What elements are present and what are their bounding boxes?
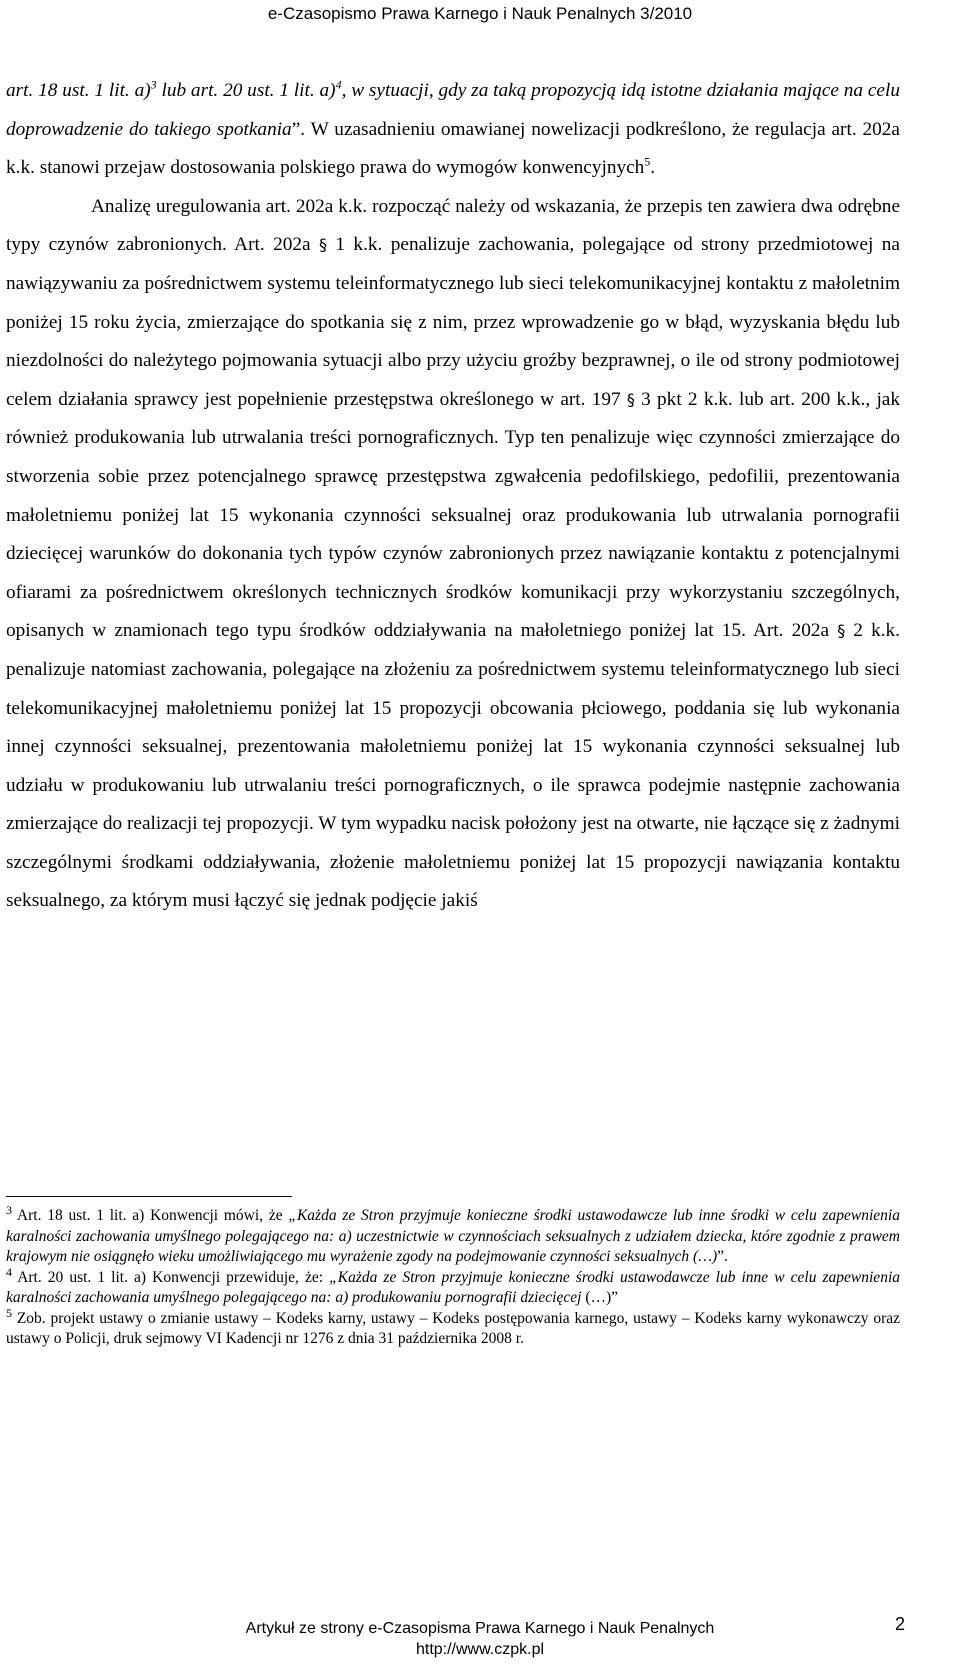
footnote-ref-4[interactable]: 4 bbox=[335, 77, 342, 92]
paragraph-1-rest: ”. W uzasadnieniu omawianej nowelizacji podkreślono, że regulacja art. 202a k.k. stanowi przejaw dostosowania polskiego prawa do wymogów konwencyjnych bbox=[6, 118, 900, 179]
body-text bbox=[6, 72, 900, 921]
running-header: e-Czasopismo Prawa Karnego i Nauk Penalnych 3/2010 bbox=[267, 4, 693, 23]
page-footer bbox=[0, 1618, 960, 1660]
footnote-4: $^4$ Art. 20 ust. 1 lit. a) Konwencji przewiduje, że: „Każda ze Stron przyjmuje konieczne środki ustawodawcze lub inne w celu zapewnienia karalności zachowania umyślnego polegającego na: a) produkowaniu pornografii dziecięcej (…)” bbox=[6, 1264, 900, 1306]
footnote-separator bbox=[6, 1196, 292, 1197]
section-sign: § bbox=[837, 621, 846, 641]
page-number: 2 bbox=[894, 1614, 905, 1634]
footnote-ref-3[interactable]: 3 bbox=[150, 77, 157, 92]
section-sign: § bbox=[318, 235, 327, 255]
footnotes bbox=[6, 1202, 900, 1350]
footer-source: Artykuł ze strony e-Czasopisma Prawa Karnego i Nauk Penalnych bbox=[245, 1620, 715, 1637]
paragraph-2: Analizę uregulowania art. 202a k.k. rozpocząć należy od wskazania, że przepis ten zawiera dwa odrębne typy czynów zabronionych. Art. 202a § 1 k.k. penalizuje zachowania, polegające od strony przedmiotowej na nawiązywaniu za pośrednictwem systemu teleinformatycznego lub sieci telekomunikacyjnej kontaktu z małoletnim poniżej 15 roku życia, zmierzające do spotkania się z nim, przez wprowadzenie go w błąd, wyzyskania błędu lub niezdolności do należytego pojmowania sytuacji albo przy użyciu groźby bezprawnej, o ile od strony podmiotowej celem działania sprawcy jest popełnienie przestępstwa określonego w art. 197 § 3 pkt 2 k.k. lub art. 200 k.k., jak również produkowania lub utrwalania treści pornograficznych. Typ ten penalizuje więc czynności zmierzające do stworzenia sobie przez potencjalnego sprawcę przestępstwa zgwałcenia pedofilskiego, pedofilii, prezentowania małoletniemu poniżej lat 15 wykonania czynności seksualnej oraz produkowania lub utrwalania pornografii dziecięcej warunków do dokonania tych typów czynów zabronionych przez nawiązanie kontaktu z potencjalnymi ofiarami za pośrednictwem określonych technicznych środków komunikacji przy wykorzystaniu szczególnych, opisanych w znamionach tego typu środków oddziaływania na małoletniego poniżej lat 15. Art. 202a § 2 k.k. penalizuje natomiast zachowania, polegające na złożeniu za pośrednictwem systemu teleinformatycznego lub sieci telekomunikacyjnej małoletniemu poniżej lat 15 propozycji obcowania płciowego, poddania się lub wykonania innej czynności seksualnej, prezentowania małoletniemu poniżej lat 15 wykonania czynności seksualnej lub udziału w produkowaniu lub utrwalaniu treści pornograficznych, o ile sprawca podejmie następnie zachowania zmierzające do realizacji tej propozycji. W tym wypadku nacisk położony jest na otwarte, nie łączące się z żadnymi szczególnymi środkami oddziaływania, złożenie małoletniemu poniżej lat 15 propozycji nawiązania kontaktu seksualnego, za którym musi łączyć się jednak podjęcie jakiś bbox=[6, 195, 901, 912]
footnote-5: $^5$ Zob. projekt ustawy o zmianie ustawy – Kodeks karny, ustawy – Kodeks postępowania karnego, ustawy – Kodeks karny wykonawczy oraz ustawy o Policji, druk sejmowy VI Kadencji nr 1276 z dnia 31 października 2008 r. bbox=[6, 1305, 900, 1347]
section-sign: § bbox=[626, 389, 635, 409]
footnote-3: $^3$ Art. 18 ust. 1 lit. a) Konwencji mówi, że „Każda ze Stron przyjmuje konieczne środki ustawodawcze lub inne środki w celu zapewnienia karalności zachowania umyślnego polegającego na: a) uczestnictwie w czynnościach seksualnych z udziałem dziecka, które zgodnie z prawem krajowym nie osiągnęło wieku umożliwiającego mu wyrażenie zgody na podejmowanie czynności seksualnych (…)”. bbox=[6, 1202, 900, 1265]
paragraph-1: art. 18 ust. 1 lit. a)$^3$ lub art. 20 ust. 1 lit. a)$^4$, w sytuacji, gdy za taką propozycją idą istotne działania mające na celu doprowadzenie do takiego spotkania”. W uzasadnieniu omawianej nowelizacji podkreślono, że regulacja art. 202a k.k. stanowi przejaw dostosowania polskiego prawa do wymogów konwencyjnych$^5$. bbox=[6, 77, 900, 179]
footnote-ref-5[interactable]: 5 bbox=[644, 154, 651, 169]
quote-start: art. 18 ust. 1 lit. a)$^3$ lub art. 20 ust. 1 lit. a)$^4$, w sytuacji, gdy za taką propozycją idą istotne działania mające na celu doprowadzenie do takiego spotkania bbox=[6, 77, 900, 140]
footer-url[interactable]: http://www.czpk.pl bbox=[415, 1641, 545, 1658]
